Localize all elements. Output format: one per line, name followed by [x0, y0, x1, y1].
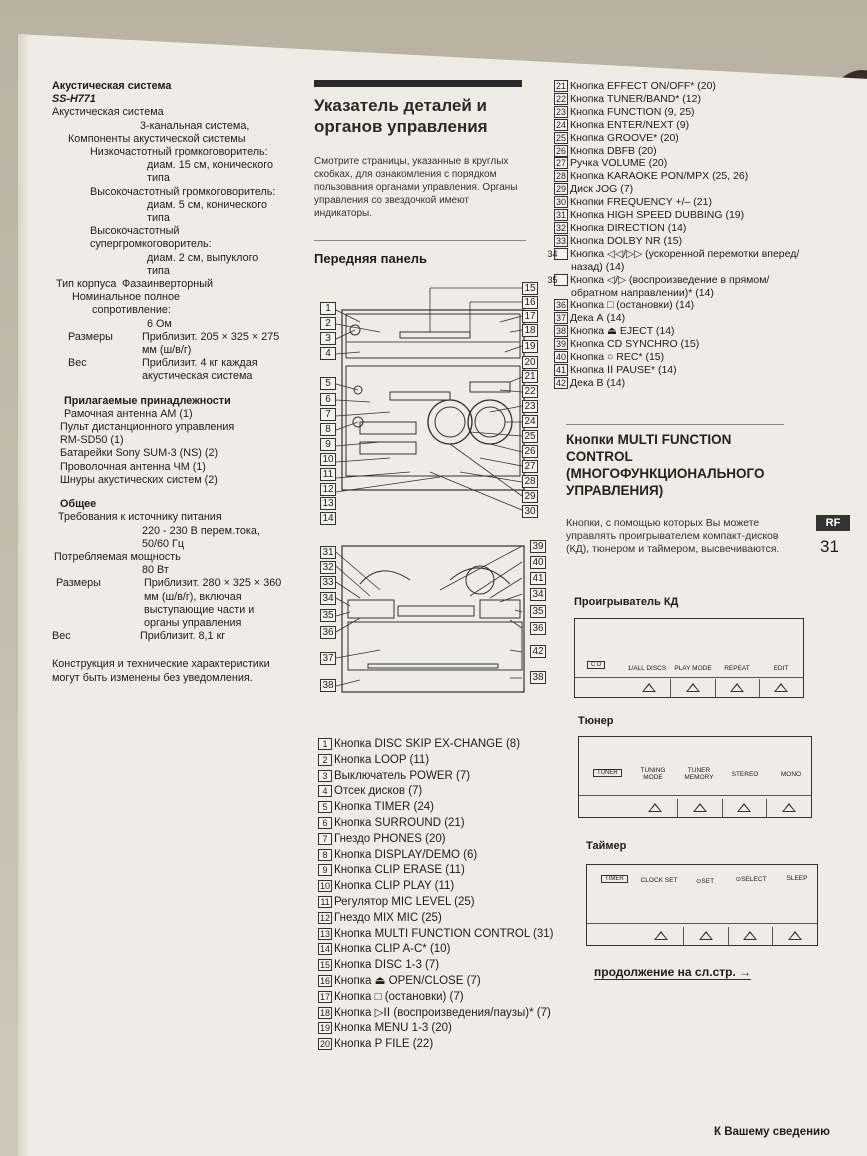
timer-panel [586, 864, 818, 946]
button-label: ⊙SET [695, 878, 715, 885]
callout-number: 37 [320, 652, 336, 665]
general-weight-key: Вес [52, 630, 71, 643]
consumption-label: Потребляемая мощность [54, 550, 181, 563]
list-item: 1 Кнопка DISC SKIP EX-CHANGE (8) [318, 737, 568, 753]
button-label: 1/ALL DISCS [627, 665, 667, 672]
speaker-line: 3-канальная система, [140, 119, 250, 132]
list-item: 11 Регулятор MIC LEVEL (25) [318, 895, 568, 911]
button-label: REPEAT [724, 665, 750, 672]
list-item: 26 Кнопка DBFB (20) [556, 144, 657, 157]
list-item: 13 Кнопка MULTI FUNCTION CONTROL (31) [320, 927, 554, 940]
callout-number: 3 [320, 332, 336, 345]
callout-number: 27 [522, 460, 538, 473]
triangle-up-icon [774, 683, 788, 692]
triangle-up-icon [782, 803, 796, 812]
callout-number: 29 [522, 490, 538, 503]
list-item: 23 Кнопка FUNCTION (9, 25) [556, 105, 695, 118]
triangle-up-icon [686, 683, 700, 692]
cd-button-4 [759, 679, 803, 697]
button-label: EDIT [773, 665, 789, 672]
cd-button-3 [715, 679, 759, 697]
callout-number: 9 [320, 438, 336, 451]
accessory-line: Проволочная антенна ЧМ (1) [60, 460, 206, 473]
callout-number: 35 [320, 609, 336, 622]
list-item: 8 Кнопка DISPLAY/DEMO (6) [318, 848, 568, 864]
timer-button-4 [772, 927, 817, 945]
weight-key: Вес [68, 357, 87, 370]
tuner-button-1 [633, 799, 677, 817]
callout-number: 7 [320, 408, 336, 421]
case-key: Тип корпуса [56, 278, 117, 291]
list-item: 36 Кнопка □ (остановки) (14) [556, 299, 695, 312]
multi-function-intro: Кнопки, с помощью которых Вы можете управлять проигрывателем компакт-дисков (КД), тюнером и таймером, высвечиваются. [566, 517, 780, 555]
triangle-up-icon [642, 683, 656, 692]
timer-label: Таймер [586, 840, 627, 852]
list-item: 35 Кнопка ◁/▷ (воспроизведение в прямом/обратном направлении)* (14) [547, 273, 770, 299]
callout-number: 21 [522, 370, 538, 383]
front-panel-heading: Передняя панель [314, 251, 428, 266]
list-item: 9 Кнопка CLIP ERASE (11) [318, 863, 568, 879]
timer-button-3 [728, 927, 773, 945]
callout-number: 41 [530, 572, 546, 585]
callout-number: 13 [320, 497, 336, 510]
language-badge: RF [816, 515, 850, 531]
tuner-panel [578, 736, 812, 818]
consumption-value: 80 Вт [142, 564, 169, 577]
callout-number: 17 [522, 310, 538, 323]
speaker-line: супергромкоговоритель: [90, 238, 212, 251]
power-req-value: 220 - 230 В перем.тока, 50/60 Гц [142, 524, 260, 550]
callout-number: 23 [522, 400, 538, 413]
accessory-line: Рамочная антенна АМ (1) [64, 407, 193, 420]
list-item: 25 Кнопка GROOVE* (20) [556, 131, 679, 144]
list-item: 14 Кнопка CLIP A-C* (10) [320, 943, 451, 956]
callout-number: 19 [522, 340, 538, 353]
list-item: 39 Кнопка CD SYNCHRO (15) [556, 338, 700, 351]
callout-number: 42 [530, 645, 546, 658]
callout-number: 34 [530, 588, 546, 601]
callout-number: 5 [320, 377, 336, 390]
callout-number: 26 [522, 445, 538, 458]
speaker-line: диам. 2 см, выпуклого [147, 251, 259, 264]
button-label: STEREO [731, 771, 759, 778]
parts-list-front [318, 737, 568, 1053]
triangle-up-icon [743, 931, 757, 940]
accessory-line: Батарейки Sony SUM-3 (NS) (2) [60, 447, 219, 460]
button-label: MONO [780, 771, 802, 778]
deck-panel-diagram [320, 540, 546, 700]
specifications [52, 80, 282, 685]
list-item: 22 Кнопка TUNER/BAND* (12) [556, 92, 701, 105]
general-weight-value: Приблизит. 8,1 кг [140, 630, 226, 643]
accessories-heading: Прилагаемые принадлежности [64, 394, 231, 407]
list-item: 29 Диск JOG (7) [556, 183, 634, 196]
triangle-up-icon [693, 803, 707, 812]
tuner-button-2 [677, 799, 722, 817]
list-item: 24 Кнопка ENTER/NEXT (9) [556, 118, 690, 131]
case-value: Фазаинверторный [122, 278, 214, 291]
front-panel-diagram [320, 282, 546, 518]
button-label: PLAY MODE [674, 665, 712, 672]
callout-number: 31 [320, 546, 336, 559]
divider [566, 424, 784, 425]
cd-indicator: C D [587, 661, 605, 669]
callout-number: 38 [530, 671, 546, 684]
list-item: 20 Кнопка P FILE (22) [320, 1038, 434, 1051]
triangle-up-icon [730, 683, 744, 692]
button-label: TUNING MODE [640, 767, 666, 781]
timer-button-1 [639, 927, 683, 945]
general-dims-key: Размеры [56, 577, 101, 590]
list-item: 41 Кнопка ⅠⅠ PAUSE* (14) [556, 363, 677, 376]
callout-number: 15 [522, 282, 538, 295]
list-item: 18 Кнопка ▷ⅠⅠ (воспроизведения/паузы)* (7) [320, 1006, 551, 1019]
notice: Конструкция и технические характеристики могут быть изменены без уведомления. [52, 658, 270, 685]
tuner-button-4 [766, 799, 811, 817]
timer-indicator: TIMER [601, 875, 628, 883]
list-item: 17 Кнопка □ (остановки) (7) [320, 990, 464, 1003]
callout-number: 10 [320, 453, 336, 466]
parts-section [314, 80, 529, 266]
callout-number: 11 [320, 468, 336, 481]
callout-number: 33 [320, 576, 336, 589]
callout-number: 14 [320, 512, 336, 525]
list-item: 21 Кнопка EFFECT ON/OFF* (20) [556, 80, 716, 92]
list-item: 27 Ручка VOLUME (20) [556, 157, 668, 170]
triangle-up-icon [699, 931, 713, 940]
accessory-line: Шнуры акустических систем (2) [60, 473, 218, 486]
accessory-line: RM-SD50 (1) [60, 434, 124, 447]
cd-button-2 [670, 679, 714, 697]
divider [314, 240, 526, 241]
list-item: 37 Дека А (14) [556, 312, 626, 325]
speaker-line: Акустическая система [52, 106, 164, 119]
continued-next-page: продолжение на сл.стр. → [594, 965, 752, 979]
list-item: 16 Кнопка ⏏ OPEN/CLOSE (7) [320, 974, 481, 987]
list-item: 5 Кнопка TIMER (24) [318, 800, 568, 816]
display-area [587, 865, 817, 924]
callout-number: 34 [320, 592, 336, 605]
list-item: 42 Дека В (14) [556, 376, 626, 389]
parts-list-right [547, 80, 804, 390]
callout-number: 30 [522, 505, 538, 518]
tuner-button-3 [722, 799, 767, 817]
section-intro: Смотрите страницы, указанные в круглых скобках, для ознакомления с порядком пользования органами управления. Органы управления со звездочкой имеют индикаторы. [314, 156, 518, 219]
list-item: 30 Кнопки FREQUENCY +/– (21) [556, 196, 712, 209]
list-item: 10 Кнопка CLIP PLAY (11) [320, 880, 455, 893]
callout-number: 36 [320, 626, 336, 639]
list-item: 15 Кнопка DISC 1-3 (7) [320, 959, 440, 972]
speaker-heading: Акустическая система [52, 80, 172, 92]
timer-button-2 [683, 927, 728, 945]
list-item: 31 Кнопка HIGH SPEED DUBBING (19) [556, 209, 745, 222]
callout-number: 8 [320, 423, 336, 436]
page-number: 31 [820, 537, 839, 556]
list-item: 40 Кнопка ○ REC* (15) [556, 351, 665, 364]
multi-function-title: Кнопки MULTI FUNCTION CONTROL (МНОГОФУНКЦИОНАЛЬНОГО УПРАВЛЕНИЯ) [566, 432, 765, 498]
general-dims-value: Приблизит. 280 × 325 × 360 мм (ш/в/г), включая выступающие части и органы управления [144, 577, 282, 629]
callout-number: 24 [522, 415, 538, 428]
tuner-indicator: TUNER [593, 769, 622, 777]
impedance-label: Номинальное полное [72, 291, 181, 304]
callout-number: 2 [320, 317, 336, 330]
list-item: 28 Кнопка KARAOKE PON/MPX (25, 26) [556, 170, 749, 183]
callout-number: 20 [522, 356, 538, 369]
speaker-line: диам. 15 см, конического [147, 159, 274, 172]
accessory-line: Пульт дистанционного управления [60, 421, 235, 434]
speaker-line: типа [147, 212, 170, 225]
callout-number: 4 [320, 347, 336, 360]
cd-player-label: Проигрыватель КД [574, 596, 679, 608]
speaker-line: диам. 5 см, конического [147, 198, 268, 211]
speaker-model: SS-H771 [52, 93, 96, 106]
impedance-label: сопротивление: [92, 304, 171, 317]
callout-number: 36 [530, 622, 546, 635]
triangle-up-icon [737, 803, 751, 812]
multi-function-section [566, 424, 788, 556]
weight-value: Приблизит. 4 кг каждая акустическая система [142, 357, 258, 383]
power-req-label: Требования к источнику питания [58, 511, 222, 524]
triangle-up-icon [648, 803, 662, 812]
callout-number: 22 [522, 385, 538, 398]
callout-number: 38 [320, 679, 336, 692]
list-item: 6 Кнопка SURROUND (21) [318, 816, 568, 832]
list-item: 4 Отсек дисков (7) [318, 784, 568, 800]
callout-number: 39 [530, 540, 546, 553]
footer-section-name: К Вашему сведению [714, 1126, 830, 1138]
list-item: 12 Гнездо MIX MIC (25) [320, 911, 442, 924]
list-item: 2 Кнопка LOOP (11) [318, 753, 568, 769]
callout-number: 40 [530, 556, 546, 569]
page-binding-edge [18, 34, 30, 1156]
section-bar [314, 80, 522, 87]
callout-number: 32 [320, 561, 336, 574]
list-item: 19 Кнопка MENU 1-3 (20) [320, 1022, 452, 1035]
button-label: SLEEP [786, 875, 808, 882]
speaker-line: Высокочастотный [90, 225, 180, 238]
callout-number: 18 [522, 324, 538, 337]
list-item: 7 Гнездо PHONES (20) [318, 832, 568, 848]
triangle-up-icon [788, 931, 802, 940]
callout-number: 16 [522, 296, 538, 309]
list-item: 32 Кнопка DIRECTION (14) [556, 221, 687, 234]
speaker-line: Низкочастотный громкоговоритель: [90, 146, 268, 159]
button-label: TUNER MEMORY [684, 767, 714, 781]
callout-number: 28 [522, 475, 538, 488]
list-item: 34 Кнопка ◁◁/▷▷ (ускоренной перемотки вперед/назад) (14) [547, 247, 800, 273]
speaker-line: типа [147, 172, 170, 185]
dims-key: Размеры [68, 330, 113, 343]
callout-number: 25 [522, 430, 538, 443]
list-item: 3 Выключатель POWER (7) [318, 769, 568, 785]
button-label: ⊙SELECT [735, 876, 767, 883]
cd-panel [574, 618, 804, 698]
general-heading: Общее [60, 498, 97, 511]
triangle-up-icon [654, 931, 668, 940]
dims-value: Приблизит. 205 × 325 × 275 мм (ш/в/г) [142, 330, 280, 357]
impedance-value: 6 Ом [147, 317, 172, 330]
list-item: 33 Кнопка DOLBY NR (15) [556, 234, 683, 247]
callout-number: 12 [320, 483, 336, 496]
cd-button-1 [627, 679, 670, 697]
speaker-line: Компоненты акустической системы [68, 132, 246, 145]
speaker-line: Высокочастотный громкоговоритель: [90, 185, 276, 198]
list-item: 38 Кнопка ⏏ EJECT (14) [556, 325, 675, 338]
callout-number: 6 [320, 393, 336, 406]
button-label: CLOCK SET [640, 877, 678, 884]
callout-number: 35 [530, 605, 546, 618]
tuner-label: Тюнер [578, 715, 614, 727]
speaker-line: типа [147, 264, 170, 277]
section-title: Указатель деталей и органов управления [314, 96, 488, 136]
callout-number: 1 [320, 302, 336, 315]
